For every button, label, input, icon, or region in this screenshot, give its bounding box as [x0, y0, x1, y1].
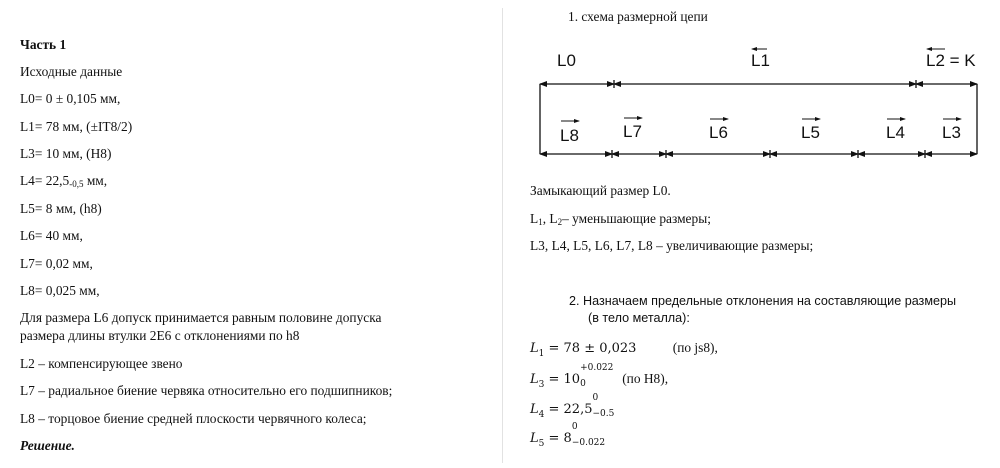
formula-l4-upper: 0 [592, 393, 599, 403]
param-l0: L0= 0 ± 0,105 мм, [20, 91, 121, 106]
formula-l1-index: 1 [538, 349, 545, 359]
formula-l5-var: L [530, 431, 539, 446]
step2-title-line2: (в тело металла): [588, 311, 690, 325]
decreasing-separator: , L [542, 211, 558, 226]
formula-l4-value: = 22,5 [544, 402, 593, 417]
decreasing-l1-letter: L [530, 211, 539, 226]
dimension-chain-diagram [530, 42, 985, 172]
formula-l3-note: (по H8), [622, 371, 669, 386]
formula-l4-var: L [530, 402, 539, 417]
formula-l4-lower: −0.5 [592, 409, 615, 419]
source-data-column [20, 0, 490, 468]
label-l2-k: L2 = K [926, 51, 976, 70]
label-l3: L3 [942, 123, 961, 142]
formula-l1-var: L [530, 341, 539, 356]
solution-heading: Решение. [20, 438, 75, 453]
formula-l5-index: 5 [538, 439, 545, 449]
param-l1: L1= 78 мм, (±IT8/2) [20, 119, 133, 134]
param-l7: L7= 0,02 мм, [20, 256, 93, 271]
param-l4-unit: мм, [83, 173, 108, 188]
step1-title: 1. схема размерной цепи [568, 9, 708, 24]
formula-l1 [530, 340, 718, 362]
formula-l3-index: 3 [538, 380, 545, 390]
step2-title-line1: 2. Назначаем предельные отклонения на составляющие размеры [569, 294, 957, 308]
param-l5: L5= 8 мм, (h8) [20, 201, 102, 216]
closing-link-text: Замыкающий размер L0. [530, 183, 671, 198]
note-l6-line2: размера длины втулки 2E6 с отклонениями по h8 [20, 328, 300, 343]
formula-l5-upper: 0 [571, 422, 578, 432]
param-l6: L6= 40 мм, [20, 228, 83, 243]
formula-l3-lower: 0 [580, 379, 586, 389]
decreasing-links-text [530, 211, 711, 230]
formula-l5-value: = 8 [544, 431, 572, 446]
param-l4-main: L4= 22,5 [20, 173, 70, 188]
label-l4: L4 [886, 123, 905, 142]
decreasing-description: – уменьшающие размеры; [562, 211, 711, 226]
formula-l3-deviations [580, 363, 618, 389]
formula-l4-index: 4 [538, 410, 545, 420]
formula-l3-upper: +0.022 [580, 363, 614, 373]
source-data-heading: Исходные данные [20, 64, 123, 79]
label-l0: L0 [557, 51, 576, 70]
formula-l4-deviations [592, 393, 622, 419]
formula-l3-var: L [530, 372, 539, 387]
formula-l1-value: = 78 ± 0,023 [544, 341, 637, 356]
param-l4-deviation: -0,5 [69, 179, 84, 189]
formula-l5 [530, 422, 612, 452]
decreasing-l2-index: 2 [557, 217, 563, 227]
solution-column [530, 0, 990, 468]
formula-l3-value: = 10 [544, 372, 581, 387]
label-l1: L1 [751, 51, 770, 70]
note-l2: L2 – компенсирующее звено [20, 356, 183, 371]
note-l8: L8 – торцовое биение средней плоскости червячного колеса; [20, 411, 367, 426]
note-l6-line1: Для размера L6 допуск принимается равным половине допуска [20, 310, 382, 325]
label-l6: L6 [709, 123, 728, 142]
param-l4 [20, 173, 107, 192]
formula-l5-deviations [571, 422, 612, 448]
label-l8: L8 [560, 126, 579, 145]
label-l5: L5 [801, 123, 820, 142]
formula-l1-note: (по js8), [672, 340, 718, 355]
label-l7: L7 [623, 122, 642, 141]
param-l3: L3= 10 мм, (H8) [20, 146, 112, 161]
increasing-links-text: L3, L4, L5, L6, L7, L8 – увеличивающие размеры; [530, 238, 814, 253]
column-divider [502, 8, 503, 463]
decreasing-l1-index: 1 [538, 217, 543, 227]
formula-l5-lower: −0.022 [571, 438, 606, 448]
param-l8: L8= 0,025 мм, [20, 283, 100, 298]
part-heading: Часть 1 [20, 37, 67, 52]
note-l7: L7 – радиальное биение червяка относительно его подшипников; [20, 383, 393, 398]
formula-l3 [530, 363, 669, 393]
